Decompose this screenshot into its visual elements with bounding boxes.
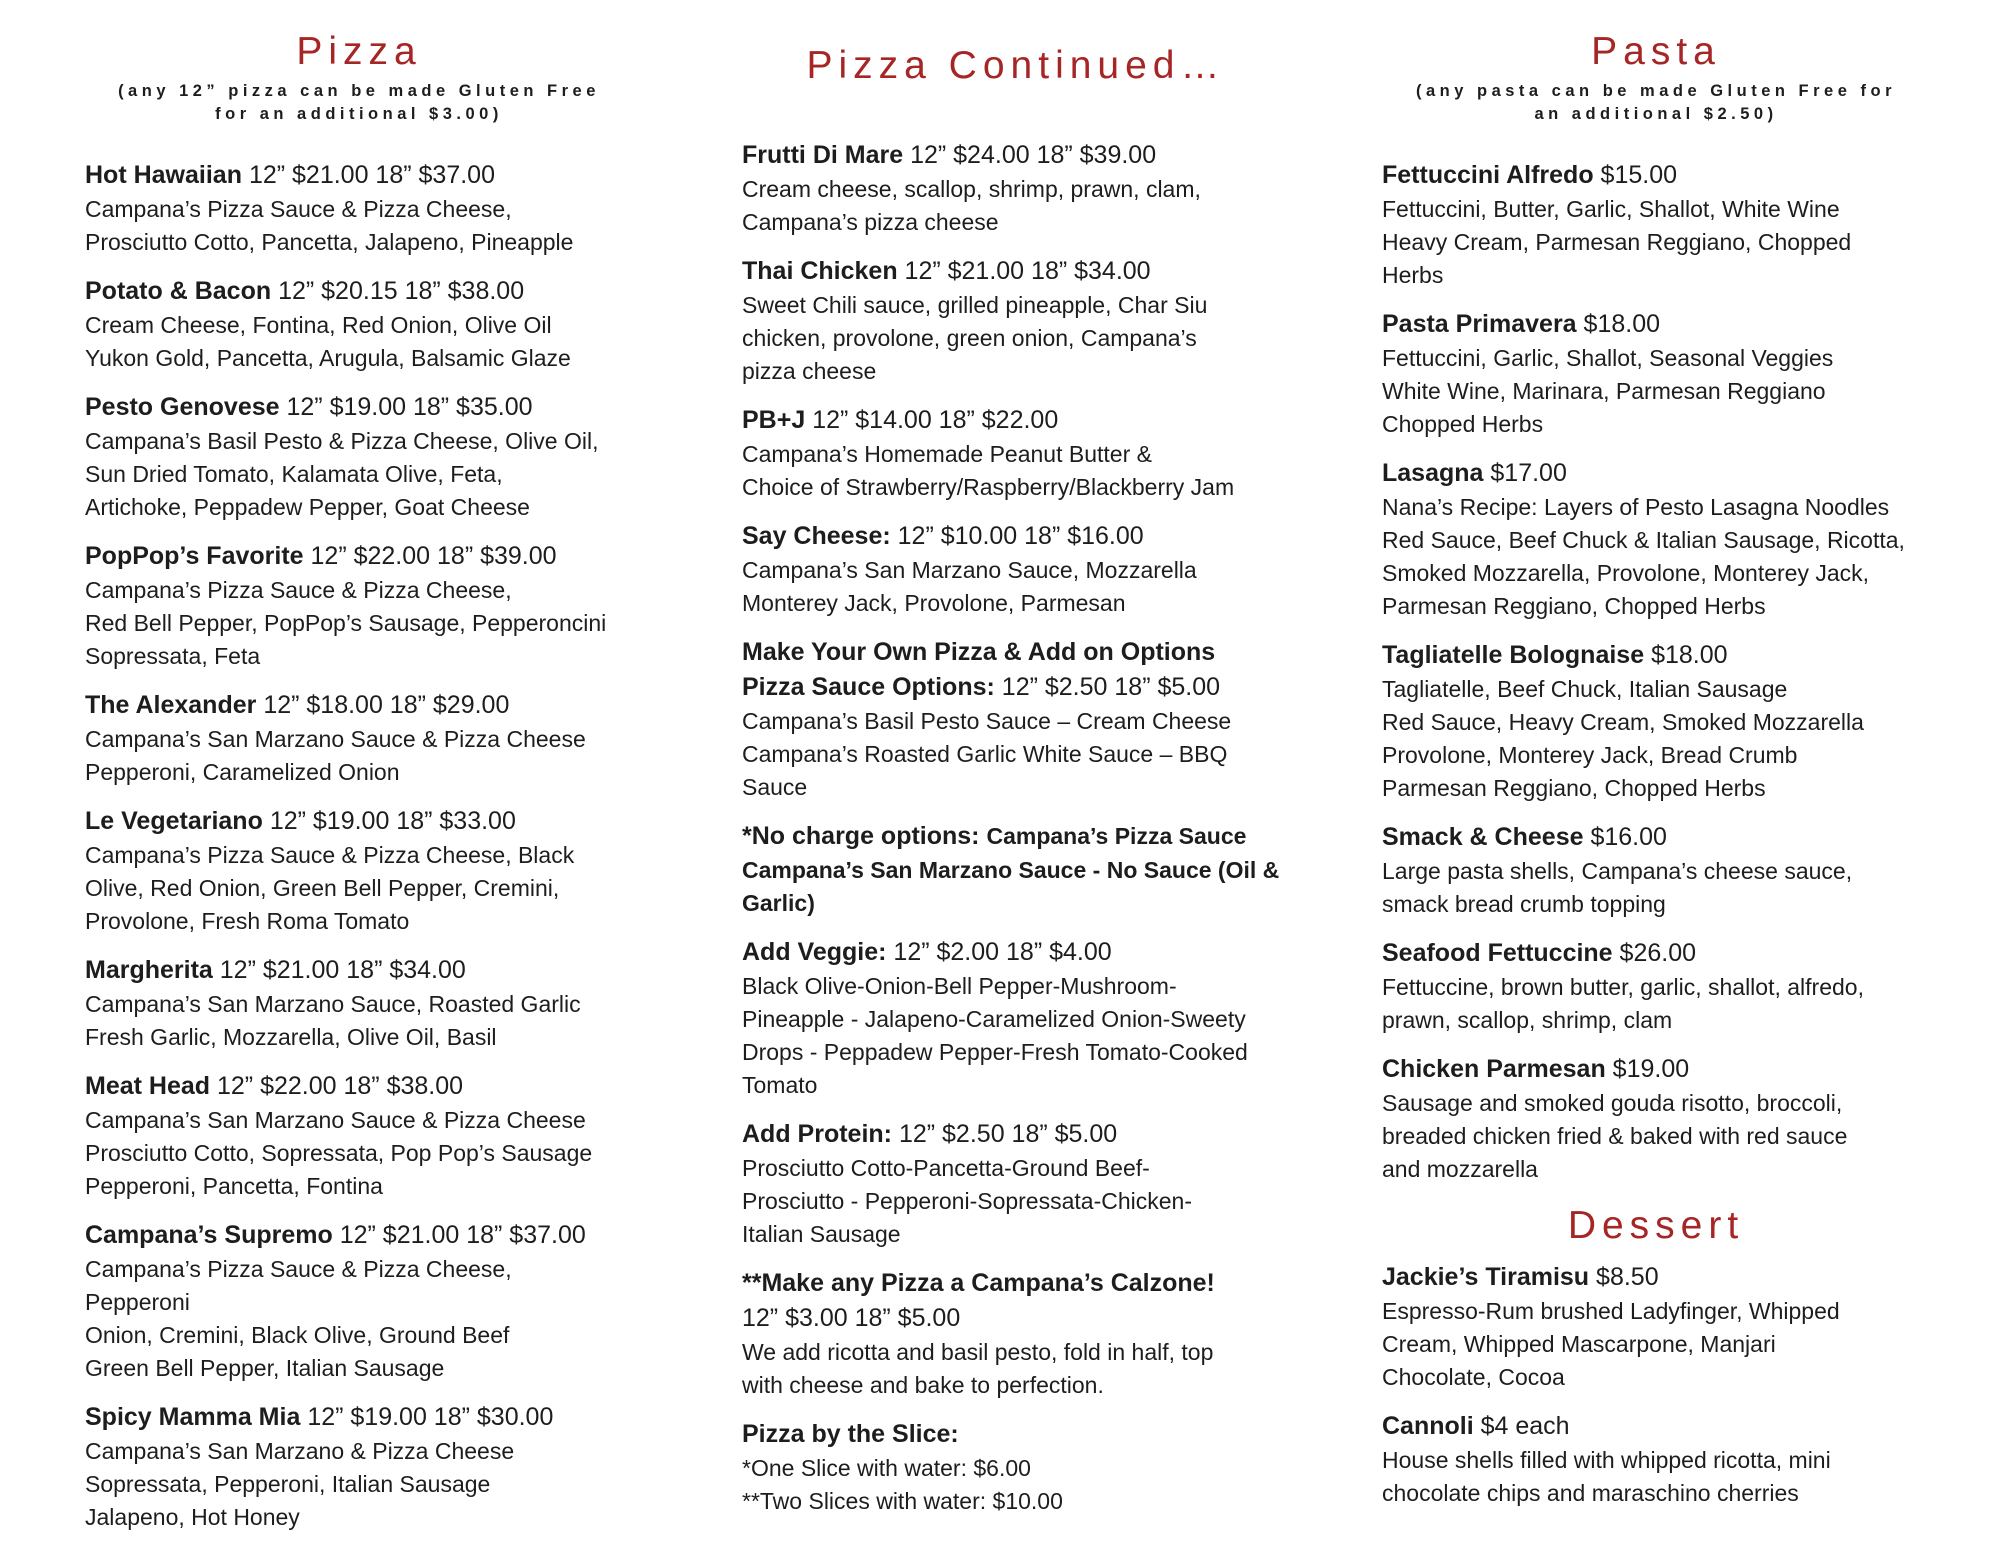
menu-item-price: $19.00 <box>1612 1055 1690 1083</box>
menu-item-desc-line: Large pasta shells, Campana’s cheese sauce, <box>1382 858 1853 884</box>
menu-item-price: $26.00 <box>1619 939 1697 967</box>
menu-item-desc-line: Herbs <box>1382 262 1444 288</box>
menu-item-price: 12” $10.00 18” $16.00 <box>897 522 1144 550</box>
menu-item-desc-line: Sausage and smoked gouda risotto, broccoli, <box>1382 1090 1843 1116</box>
menu-item-name: Pizza Sauce Options: <box>742 673 995 701</box>
spacer <box>742 94 1290 138</box>
menu-item-price: $16.00 <box>1590 823 1667 851</box>
menu-item-price: 12” $24.00 18” $39.00 <box>910 141 1157 169</box>
menu-item-name: Pasta Primavera <box>1382 310 1577 338</box>
menu-item-desc-line: Sopressata, Pepperoni, Italian Sausage <box>85 1471 491 1497</box>
menu-item-head <box>742 1117 1290 1152</box>
menu-item-spicy-mamma-mia <box>85 1400 633 1534</box>
menu-item-desc-line: chocolate chips and maraschino cherries <box>1382 1480 1799 1506</box>
menu-item-desc-line: Choice of Strawberry/Raspberry/Blackberry Jam <box>742 474 1235 500</box>
menu-item-head <box>1382 936 1930 971</box>
menu-item-desc-line: Pepperoni, Pancetta, Fontina <box>85 1173 383 1199</box>
menu-item-desc-line: Parmesan Reggiano, Chopped Herbs <box>1382 775 1766 801</box>
menu-item-desc-line: Provolone, Fresh Roma Tomato <box>85 908 410 934</box>
menu-item-calzone <box>742 1266 1290 1402</box>
menu-item-desc-line: Garlic) <box>742 890 815 916</box>
menu-item-head <box>742 403 1290 438</box>
menu-item-desc-line: Prosciutto Cotto, Pancetta, Jalapeno, Pineapple <box>85 229 574 255</box>
menu-item-name: Spicy Mamma Mia <box>85 1403 301 1431</box>
menu-item-desc-line: **Two Slices with water: $10.00 <box>742 1488 1063 1514</box>
menu-item-thai-chicken <box>742 254 1290 388</box>
menu-item-desc-line: Italian Sausage <box>742 1221 901 1247</box>
menu-item-head <box>742 1417 1290 1452</box>
menu-item-desc-line: Campana’s Pizza Sauce & Pizza Cheese, <box>85 577 512 603</box>
menu-item-desc-line: smack bread crumb topping <box>1382 891 1666 917</box>
menu-item-head <box>742 819 1290 854</box>
menu-item-desc-line: Campana’s San Marzano Sauce, Roasted Garlic <box>85 991 581 1017</box>
menu-item-price-line <box>742 1301 1290 1336</box>
menu-item-desc-line: Olive, Red Onion, Green Bell Pepper, Cremini, <box>85 875 560 901</box>
menu-item-frutti-di-mare <box>742 138 1290 239</box>
menu-item-desc-line: Tagliatelle, Beef Chuck, Italian Sausage <box>1382 676 1788 702</box>
menu-item-name: Hot Hawaiian <box>85 161 242 189</box>
menu-item-desc-line: Fresh Garlic, Mozzarella, Olive Oil, Basil <box>85 1024 497 1050</box>
menu-item-desc-line: We add ricotta and basil pesto, fold in half, top <box>742 1339 1214 1365</box>
menu-item-head <box>85 1218 633 1253</box>
menu-item-desc-line: Prosciutto Cotto, Sopressata, Pop Pop’s Sausage <box>85 1140 593 1166</box>
menu-item-price: $17.00 <box>1490 459 1567 487</box>
pizza-continued-section-title: Pizza Continued… <box>806 44 1226 87</box>
menu-item-poppops-favorite <box>85 539 633 673</box>
menu-item-head <box>1382 158 1930 193</box>
menu-item-name: Add Veggie: <box>742 938 887 966</box>
menu-item-pasta-primavera <box>1382 307 1930 441</box>
menu-item-desc-line: chicken, provolone, green onion, Campana’s <box>742 325 1197 351</box>
pasta-gluten-free-note <box>1382 80 1930 126</box>
menu-item-desc-line: with cheese and bake to perfection. <box>742 1372 1104 1398</box>
menu-item-name: Meat Head <box>85 1072 211 1100</box>
menu-item-desc-line: Campana’s San Marzano Sauce & Pizza Cheese <box>85 726 586 752</box>
pizza-continued-column <box>742 42 1290 1533</box>
menu-item-price: 12” $22.00 18” $39.00 <box>310 542 557 570</box>
menu-item-campanas-supremo <box>85 1218 633 1385</box>
menu-item-head <box>85 1400 633 1435</box>
menu-item-desc-line: Yukon Gold, Pancetta, Arugula, Balsamic Glaze <box>85 345 571 371</box>
menu-item-desc-line: Smoked Mozzarella, Provolone, Monterey Jack, <box>1382 560 1870 586</box>
menu-item-pesto-genovese <box>85 390 633 524</box>
menu-item-desc-line: Fettuccini, Butter, Garlic, Shallot, White Wine <box>1382 196 1840 222</box>
menu-item-name: **Make any Pizza a Campana’s Calzone! <box>742 1269 1215 1297</box>
menu-item-option: Campana’s Pizza Sauce <box>986 823 1247 849</box>
menu-item-desc-line: and mozzarella <box>1382 1156 1538 1182</box>
menu-item-desc-line: Parmesan Reggiano, Chopped Herbs <box>1382 593 1766 619</box>
menu-item-head <box>1382 1409 1930 1444</box>
menu-item-desc-line: Drops - Peppadew Pepper-Fresh Tomato-Cooked <box>742 1039 1248 1065</box>
menu-item-head <box>1382 820 1930 855</box>
menu-item-le-vegetariano <box>85 804 633 938</box>
menu-item-desc-line: White Wine, Marinara, Parmesan Reggiano <box>1382 378 1826 404</box>
dessert-section-title: Dessert <box>1567 1204 1745 1247</box>
menu-item-price: 12” $2.50 18” $5.00 <box>898 1120 1118 1148</box>
menu-item-desc-line: breaded chicken fried & baked with red sauce <box>1382 1123 1848 1149</box>
menu-item-price: 12” $21.00 18” $37.00 <box>248 161 495 189</box>
menu-item-desc-line: House shells filled with whipped ricotta, mini <box>1382 1447 1831 1473</box>
menu-item-desc-line: Pepperoni, Caramelized Onion <box>85 759 400 785</box>
menu-item-fettuccini-alfredo <box>1382 158 1930 292</box>
menu-item-name: Jackie’s Tiramisu <box>1382 1263 1590 1291</box>
menu-item-desc-line: Black Olive-Onion-Bell Pepper-Mushroom- <box>742 973 1177 999</box>
menu-item-tagliatelle-bolognaise <box>1382 638 1930 805</box>
menu-item-desc-line: Red Bell Pepper, PopPop’s Sausage, Pepperoncini <box>85 610 607 636</box>
menu-item-head <box>1382 307 1930 342</box>
menu-item-desc-line: Sauce <box>742 774 808 800</box>
menu-item-desc-line: Cream, Whipped Mascarpone, Manjari <box>1382 1331 1776 1357</box>
menu-item-desc-line: Prosciutto - Pepperoni-Sopressata-Chicken- <box>742 1188 1192 1214</box>
pasta-gluten-free-note-line: (any pasta can be made Gluten Free for <box>1415 82 1896 100</box>
menu-item-desc-line: Fettuccini, Garlic, Shallot, Seasonal Veggies <box>1382 345 1834 371</box>
menu-item-lasagna <box>1382 456 1930 623</box>
menu-item-desc-line: Pepperoni <box>85 1289 190 1315</box>
menu-item-desc-line: Jalapeno, Hot Honey <box>85 1504 300 1530</box>
menu-item-name: Pesto Genovese <box>85 393 280 421</box>
menu-item-price: 12” $21.00 18” $37.00 <box>339 1221 586 1249</box>
menu-item-price: $18.00 <box>1583 310 1661 338</box>
pasta-section-title: Pasta <box>1591 30 1721 73</box>
menu-item-head <box>742 254 1290 289</box>
pizza-section-title: Pizza <box>296 30 422 73</box>
pizza-gluten-free-note-line: (any 12” pizza can be made Gluten Free <box>118 82 600 100</box>
menu-item-name: Campana’s Supremo <box>85 1221 333 1249</box>
pasta-gluten-free-note-line: an additional $2.50) <box>1534 105 1778 123</box>
menu-item-price: 12” $19.00 18” $35.00 <box>286 393 533 421</box>
menu-item-desc-line: Prosciutto Cotto-Pancetta-Ground Beef- <box>742 1155 1150 1181</box>
menu-item-desc-line: Heavy Cream, Parmesan Reggiano, Chopped <box>1382 229 1852 255</box>
menu-item-name: Cannoli <box>1382 1412 1474 1440</box>
menu-item-desc-line: *One Slice with water: $6.00 <box>742 1455 1031 1481</box>
menu-item-desc-line: Campana’s Basil Pesto & Pizza Cheese, Olive Oil, <box>85 428 599 454</box>
menu-item-price: 12” $21.00 18” $34.00 <box>219 956 466 984</box>
menu-item-potato-bacon <box>85 274 633 375</box>
menu-item-name: Say Cheese: <box>742 522 891 550</box>
menu-item-head <box>1382 1052 1930 1087</box>
menu-item-desc-line: Campana’s Basil Pesto Sauce – Cream Cheese <box>742 708 1232 734</box>
menu-item-head <box>85 953 633 988</box>
menu-item-pizza-by-the-slice <box>742 1417 1290 1518</box>
menu-item-hot-hawaiian <box>85 158 633 259</box>
menu-item-desc-line: Campana’s Pizza Sauce & Pizza Cheese, Black <box>85 842 575 868</box>
menu-item-desc-line: Onion, Cremini, Black Olive, Ground Beef <box>85 1322 510 1348</box>
menu-item-desc-line: prawn, scallop, shrimp, clam <box>1382 1007 1673 1033</box>
menu-item-jackies-tiramisu <box>1382 1260 1930 1394</box>
menu-item-desc-line: Red Sauce, Heavy Cream, Smoked Mozzarella <box>1382 709 1864 735</box>
menu-item-desc-line: Monterey Jack, Provolone, Parmesan <box>742 590 1126 616</box>
menu-item-head <box>742 519 1290 554</box>
menu-item-smack-and-cheese <box>1382 820 1930 921</box>
menu-item-desc-line: Campana’s Pizza Sauce & Pizza Cheese, <box>85 1256 512 1282</box>
menu-item-desc-line: Campana’s Homemade Peanut Butter & <box>742 441 1152 467</box>
menu-item-name: Chicken Parmesan <box>1382 1055 1606 1083</box>
pizza-gluten-free-note-line: for an additional $3.00) <box>215 105 503 123</box>
menu-item-price: $18.00 <box>1651 641 1728 669</box>
menu-item-head <box>85 804 633 839</box>
menu-item-head <box>1382 638 1930 673</box>
menu-item-price: 12” $18.00 18” $29.00 <box>263 691 510 719</box>
menu-item-price: 12” $2.00 18” $4.00 <box>893 938 1112 966</box>
menu-item-head <box>1382 1260 1930 1295</box>
menu-item-desc-line: Campana’s San Marzano & Pizza Cheese <box>85 1438 515 1464</box>
menu-item-price: $4 each <box>1480 1412 1570 1440</box>
menu-item-head <box>1382 456 1930 491</box>
menu-item-no-charge-options <box>742 819 1290 920</box>
menu-item-head <box>85 158 633 193</box>
menu-item-add-veggie <box>742 935 1290 1102</box>
menu-item-head <box>85 688 633 723</box>
menu-item-name: PopPop’s Favorite <box>85 542 304 570</box>
menu-item-desc-line: Green Bell Pepper, Italian Sausage <box>85 1355 445 1381</box>
pizza-column <box>85 28 633 1549</box>
menu-item-name: PB+J <box>742 406 806 434</box>
menu-item-desc-line: Chopped Herbs <box>1382 411 1544 437</box>
menu-item-name: Tagliatelle Bolognaise <box>1382 641 1645 669</box>
menu-item-name: Lasagna <box>1382 459 1484 487</box>
menu-item-desc-line: Campana’s San Marzano Sauce, Mozzarella <box>742 557 1197 583</box>
menu-item-desc-line: Campana’s Roasted Garlic White Sauce – BBQ <box>742 741 1228 767</box>
menu-item-name: Fettuccini Alfredo <box>1382 161 1594 189</box>
menu-item-say-cheese <box>742 519 1290 620</box>
menu-item-desc-line: Campana’s San Marzano Sauce - No Sauce (Oil & <box>742 857 1280 883</box>
menu-item-desc-line: Campana’s San Marzano Sauce & Pizza Cheese <box>85 1107 586 1133</box>
menu-item-head <box>742 1266 1290 1301</box>
menu-item-name: Le Vegetariano <box>85 807 263 835</box>
menu-item-desc-line: Sun Dried Tomato, Kalamata Olive, Feta, <box>85 461 503 487</box>
menu-item-desc-line: Espresso-Rum brushed Ladyfinger, Whipped <box>1382 1298 1840 1324</box>
menu-item-chicken-parmesan <box>1382 1052 1930 1186</box>
menu-item-cannoli <box>1382 1409 1930 1510</box>
menu-item-desc-line: Tomato <box>742 1072 818 1098</box>
menu-item-desc-line: Artichoke, Peppadew Pepper, Goat Cheese <box>85 494 530 520</box>
menu-item-price: 12” $14.00 18” $22.00 <box>812 406 1059 434</box>
menu-item-price: 12” $2.50 18” $5.00 <box>1001 673 1221 701</box>
menu-item-the-alexander <box>85 688 633 789</box>
menu-item-name: Potato & Bacon <box>85 277 272 305</box>
menu-item-head <box>85 390 633 425</box>
menu-item-desc-line: Red Sauce, Beef Chuck & Italian Sausage, Ricotta, <box>1382 527 1905 553</box>
menu-item-price: 12” $19.00 18” $30.00 <box>307 1403 554 1431</box>
menu-item-price: $15.00 <box>1600 161 1678 189</box>
pizza-gluten-free-note <box>85 80 633 126</box>
menu-item-meat-head <box>85 1069 633 1203</box>
menu-item-price: 12” $3.00 18” $5.00 <box>742 1304 961 1332</box>
menu-item-head <box>85 1069 633 1104</box>
menu-item-desc-line: Fettuccine, brown butter, garlic, shallot, alfredo, <box>1382 974 1864 1000</box>
menu-item-desc-line: Campana’s pizza cheese <box>742 209 999 235</box>
menu-item-desc-line: Chocolate, Cocoa <box>1382 1364 1565 1390</box>
menu-item-name: *No charge options: <box>742 822 980 850</box>
menu-item-desc-line: Sweet Chili sauce, grilled pineapple, Char Siu <box>742 292 1208 318</box>
menu-item-price: 12” $19.00 18” $33.00 <box>269 807 516 835</box>
menu-item-pbj <box>742 403 1290 504</box>
menu-item-name: Pizza by the Slice: <box>742 1420 959 1448</box>
menu-item-name: Make Your Own Pizza & Add on Options <box>742 638 1216 666</box>
menu-item-subheader <box>742 635 1290 670</box>
menu-item-name: Smack & Cheese <box>1382 823 1584 851</box>
pasta-column <box>1382 28 1930 1525</box>
menu-item-desc-line: Nana’s Recipe: Layers of Pesto Lasagna Noodles <box>1382 494 1890 520</box>
menu-item-desc-line: Cream Cheese, Fontina, Red Onion, Olive Oil <box>85 312 552 338</box>
menu-item-add-protein <box>742 1117 1290 1251</box>
menu-item-price: 12” $20.15 18” $38.00 <box>278 277 525 305</box>
menu-item-name: Frutti Di Mare <box>742 141 904 169</box>
menu-item-make-your-own-pizza <box>742 635 1290 804</box>
menu-item-name: Add Protein: <box>742 1120 892 1148</box>
menu-item-desc-line: Provolone, Monterey Jack, Bread Crumb <box>1382 742 1798 768</box>
menu-item-price: 12” $22.00 18” $38.00 <box>217 1072 464 1100</box>
menu-item-seafood-fettuccine <box>1382 936 1930 1037</box>
menu-item-desc-line: Sopressata, Feta <box>85 643 261 669</box>
menu-item-head <box>85 539 633 574</box>
menu-item-desc-line: Campana’s Pizza Sauce & Pizza Cheese, <box>85 196 512 222</box>
menu-item-price: $8.50 <box>1596 1263 1659 1291</box>
menu-item-name: Seafood Fettuccine <box>1382 939 1613 967</box>
menu-item-desc-line: Cream cheese, scallop, shrimp, prawn, clam, <box>742 176 1201 202</box>
menu-item-name: Thai Chicken <box>742 257 898 285</box>
menu-item-desc-line: pizza cheese <box>742 358 877 384</box>
menu-item-head <box>742 138 1290 173</box>
menu-item-name: The Alexander <box>85 691 257 719</box>
menu-item-name: Margherita <box>85 956 213 984</box>
menu-item-desc-line: Pineapple - Jalapeno-Caramelized Onion-Sweety <box>742 1006 1246 1032</box>
menu-item-head <box>742 935 1290 970</box>
menu-item-price: 12” $21.00 18” $34.00 <box>904 257 1151 285</box>
menu-item-head <box>85 274 633 309</box>
menu-item-head <box>742 670 1290 705</box>
menu-item-margherita <box>85 953 633 1054</box>
